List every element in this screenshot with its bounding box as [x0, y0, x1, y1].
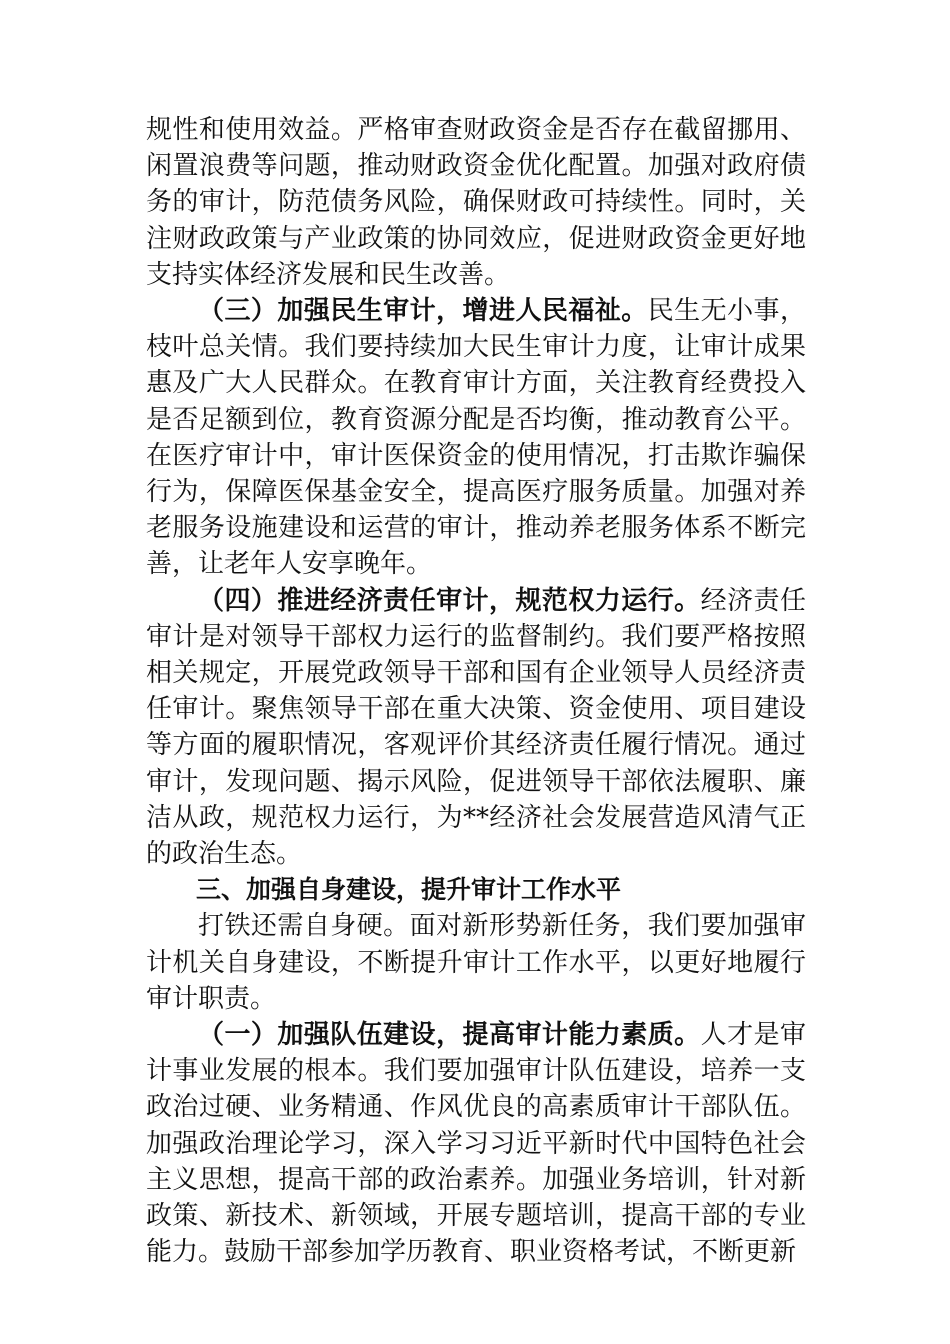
paragraph-self-construction: 打铁还需自身硬。面对新形势新任务，我们要加强审计机关自身建设，不断提升审计工作水平，以更好地履行审计职责。 [146, 911, 806, 1014]
paragraph-team-building [146, 1017, 806, 1270]
paragraph-livelihood-audit-body: 民生无小事，枝叶总关情。我们要持续加大民生审计力度，让审计成果惠及广大人民群众。在教育审计方面，关注教育经费投入是否足额到位，教育资源分配是否均衡，推动教育公平。在医疗审计中，审计医保资金的使用情况，打击欺诈骗保行为，保障医保基金安全，提高医疗服务质量。加强对养老服务设施建设和运营的审计，推动养老服务体系不断完善，让老年人安享晚年。 [146, 296, 806, 580]
subheading-livelihood-audit: （三）加强民生审计，增进人民福祉。 [198, 296, 648, 327]
subheading-team-building: （一）加强队伍建设，提高审计能力素质。 [198, 1020, 701, 1051]
document-body [146, 112, 806, 1271]
subheading-economic-responsibility-audit: （四）推进经济责任审计，规范权力运行。 [198, 585, 701, 616]
section-heading: 三、加强自身建设，提升审计工作水平 [196, 875, 622, 905]
paragraph-team-building-body: 人才是审计事业发展的根本。我们要加强审计队伍建设，培养一支政治过硬、业务精通、作风优良的高素质审计干部队伍。加强政治理论学习，深入学习习近平新时代中国特色社会主义思想，提高干部的政治素养。加强业务培训，针对新政策、新技术、新领域，开展专题培训，提高干部的专业能力。鼓励干部参加学历教育、职业资格考试，不断更新 [146, 1020, 806, 1268]
paragraph-economic-responsibility-audit-body: 经济责任审计是对领导干部权力运行的监督制约。我们要严格按照相关规定，开展党政领导干部和国有企业领导人员经济责任审计。聚焦领导干部在重大决策、资金使用、项目建设等方面的履职情况，客观评价其经济责任履行情况。通过审计，发现问题、揭示风险，促进领导干部依法履职、廉洁从政，规范权力运行，为**经济社会发展营造风清气正的政治生态。 [146, 585, 806, 870]
paragraph-fiscal-audit: 规性和使用效益。严格审查财政资金是否存在截留挪用、闲置浪费等问题，推动财政资金优化配置。加强对政府债务的审计，防范债务风险，确保财政可持续性。同时，关注财政政策与产业政策的协同效应，促进财政资金更好地支持实体经济发展和民生改善。 [146, 115, 806, 290]
paragraph-economic-responsibility-audit [146, 583, 806, 873]
paragraph-livelihood-audit [146, 293, 806, 583]
